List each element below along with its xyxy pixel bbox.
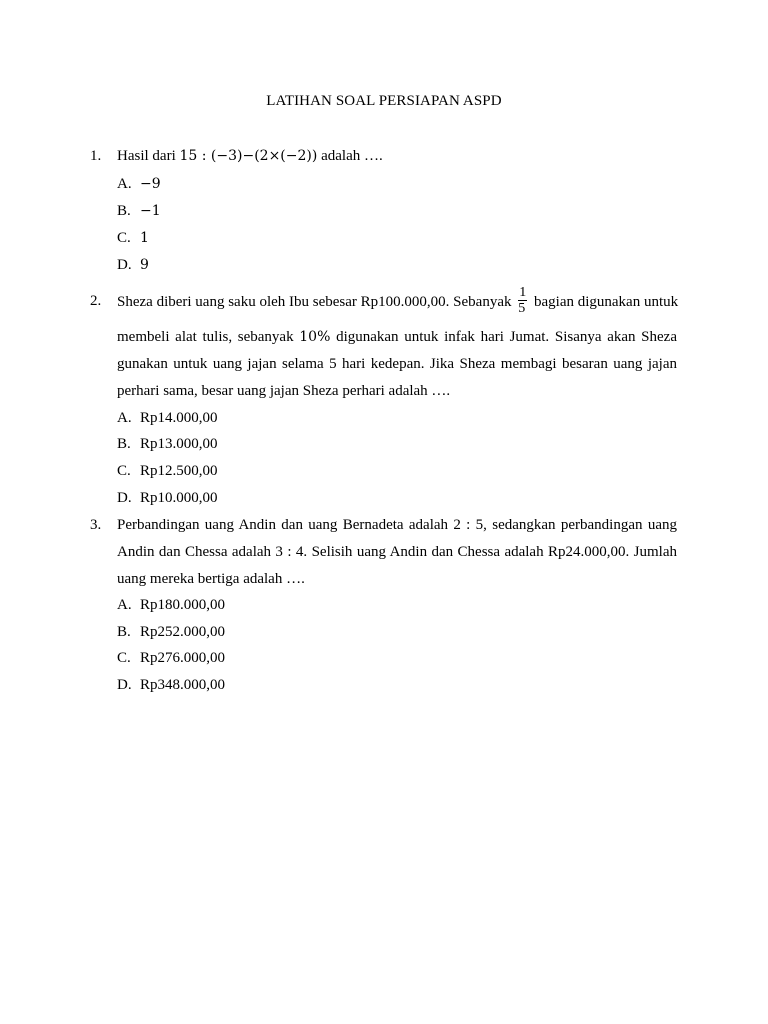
option-c [117,230,149,247]
option-a [117,176,161,193]
option-a [117,597,225,614]
option-letter: A. [117,176,132,192]
question-suffix: adalah …. [321,148,383,164]
question-line: gunakan untuk uang jajan selama 5 hari kedepan. Jika Sheza membagi besaran uang jajan [117,356,677,372]
option-text: Rp348.000,00 [140,677,226,693]
math-expression: 15 : (−3)−(2×(−2)) [179,148,318,164]
fraction-denominator: 5 [518,301,526,317]
option-c [117,650,225,667]
option-b [117,624,225,641]
question-prefix: Hasil dari [117,148,176,164]
fraction [518,285,527,316]
question-text-part: bagian digunakan untuk [534,294,679,310]
option-text: Rp12.500,00 [140,463,218,479]
option-letter: C. [117,650,131,666]
option-text: 1 [140,230,149,246]
fraction-numerator: 1 [519,285,527,301]
question-line: uang mereka bertiga adalah …. [117,571,305,587]
option-letter: D. [117,490,132,506]
option-text: Rp252.000,00 [140,624,226,640]
option-d [117,257,149,274]
option-text: Rp180.000,00 [140,597,226,613]
question-number: 3. [90,517,102,533]
option-c [117,463,218,480]
question-line [117,329,677,346]
option-text: −9 [140,176,161,192]
percent-value: 10% [299,329,331,345]
question-number: 1. [90,148,102,164]
question-text-part: digunakan untuk infak hari Jumat. Sisanya akan Sheza [336,329,678,345]
question-text-part: Sheza diberi uang saku oleh Ibu sebesar Rp100.000,00. Sebanyak [117,294,512,310]
question-line: Andin dan Chessa adalah 3 : 4. Selisih uang Andin dan Chessa adalah Rp24.000,00. Jumlah [117,544,677,560]
question-text-part: membeli alat tulis, sebanyak [117,329,294,345]
option-text: −1 [140,203,161,219]
option-letter: A. [117,410,132,426]
question-line: perhari sama, besar uang jajan Sheza perhari adalah …. [117,383,451,399]
option-letter: B. [117,436,131,452]
option-letter: D. [117,677,132,693]
option-text: Rp14.000,00 [140,410,218,426]
option-text: Rp10.000,00 [140,490,218,506]
option-letter: B. [117,203,131,219]
document-title: LATIHAN SOAL PERSIAPAN ASPD [266,93,502,109]
option-d [117,490,218,507]
option-a [117,410,218,427]
option-letter: B. [117,624,131,640]
question-text [117,148,677,165]
option-letter: C. [117,463,131,479]
question-number: 2. [90,293,102,309]
question-line: Perbandingan uang Andin dan uang Bernadeta adalah 2 : 5, sedangkan perbandingan uang [117,517,677,533]
option-text: Rp13.000,00 [140,436,218,452]
option-d [117,677,225,694]
option-text: Rp276.000,00 [140,650,226,666]
option-b [117,203,161,220]
option-text: 9 [140,257,149,273]
question-line [117,284,677,320]
option-letter: D. [117,257,132,273]
option-letter: C. [117,230,131,246]
option-letter: A. [117,597,132,613]
option-b [117,436,218,453]
